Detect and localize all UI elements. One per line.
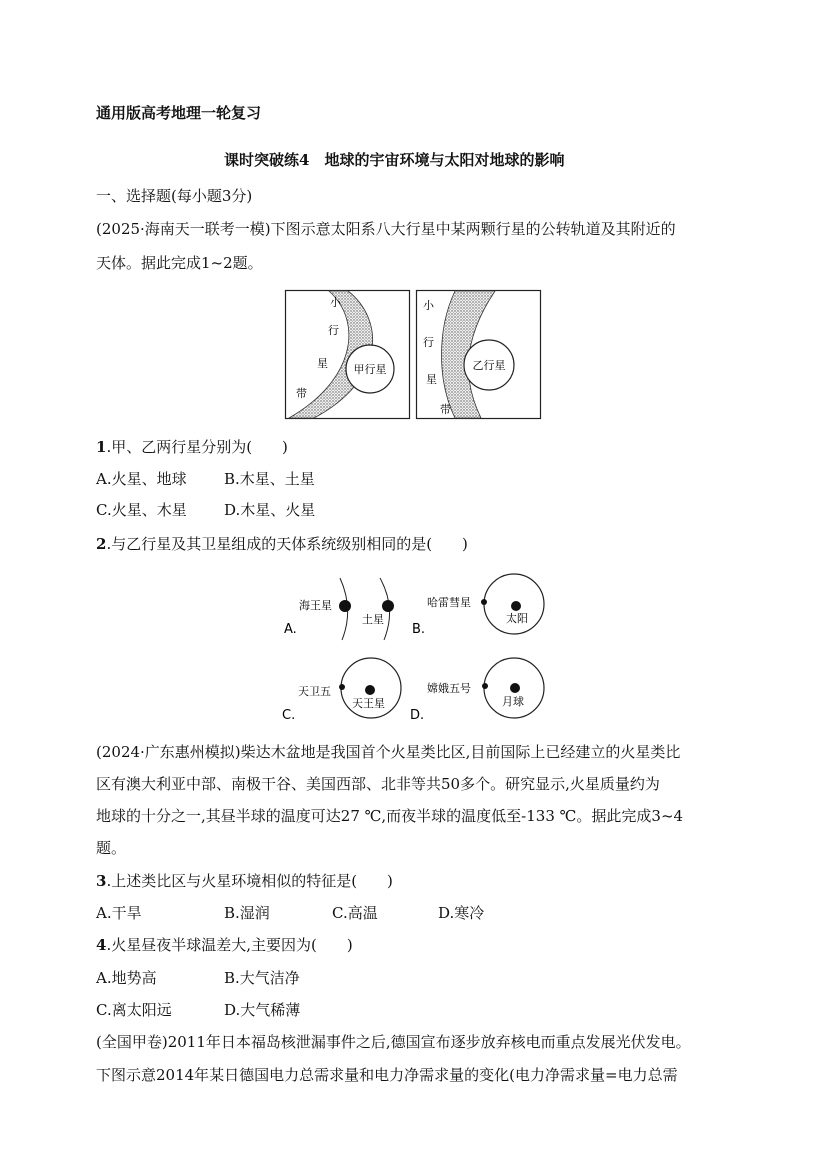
belt-char: 小	[423, 299, 434, 312]
orbit-panel-left	[286, 291, 410, 419]
question-number: 2	[96, 535, 107, 553]
question-1	[96, 437, 288, 457]
body-label: 哈雷彗星	[427, 596, 471, 609]
intro2-line2: 区有澳大利亚中部、南极干谷、美国西部、北非等共50多个。研究显示,火星质量约为	[96, 775, 660, 793]
intro3-line2: 下图示意2014年某日德国电力总需求量和电力净需求量的变化(电力净需求量=电力总需	[96, 1066, 678, 1084]
option-letter: C.	[282, 708, 296, 723]
question-number: 4	[96, 936, 107, 954]
q4-option-d: D.大气稀薄	[224, 1001, 301, 1019]
belt-char: 带	[440, 403, 451, 416]
body-label: 海王星	[299, 599, 332, 612]
belt-char: 行	[328, 324, 339, 337]
q1-option-b: B.木星、土星	[224, 470, 315, 488]
q4-option-c: C.离太阳远	[96, 1001, 172, 1019]
question-3	[96, 871, 393, 891]
q2-figure-a	[284, 578, 394, 640]
q3-option-d: D.寒冷	[438, 904, 485, 922]
series-title: 通用版高考地理一轮复习	[96, 104, 262, 122]
q3-option-a: A.干旱	[96, 904, 142, 922]
question-number: 1	[96, 438, 107, 456]
page-title: 课时突破练4 地球的宇宙环境与太阳对地球的影响	[224, 151, 565, 169]
option-letter: D.	[410, 708, 425, 723]
planet-jia-label: 甲行星	[353, 363, 387, 376]
option-letter: B.	[412, 622, 426, 637]
question-stem: .上述类比区与火星环境相似的特征是( )	[106, 872, 393, 890]
q2-option-figures	[280, 570, 552, 730]
belt-char: 带	[296, 387, 307, 400]
question-stem: .火星昼夜半球温差大,主要因为( )	[106, 936, 353, 954]
q2-figure-c	[282, 658, 401, 723]
q4-option-b: B.大气洁净	[224, 969, 300, 987]
belt-char: 星	[426, 373, 437, 386]
q3-option-b: B.湿润	[224, 904, 270, 922]
q2-figure-d	[410, 658, 544, 723]
orbit-panel-right	[417, 291, 541, 419]
intro2-line4: 题。	[96, 839, 127, 857]
question-2	[96, 534, 468, 554]
intro3-line1: (全国甲卷)2011年日本福岛核泄漏事件之后,德国宣布逐步放弃核电而重点发展光伏发电。	[96, 1033, 691, 1051]
q4-option-a: A.地势高	[96, 969, 157, 987]
section-heading: 一、选择题(每小题3分)	[96, 187, 253, 205]
body-label: 土星	[362, 613, 384, 626]
q1-option-c: C.火星、木星	[96, 501, 187, 519]
belt-char: 星	[317, 357, 328, 370]
body-label: 嫦娥五号	[427, 682, 471, 695]
body-label: 天卫五	[298, 685, 331, 698]
q1-option-d: D.木星、火星	[224, 501, 316, 519]
belt-char: 行	[423, 336, 434, 349]
intro1-line1: (2025·海南天一联考一模)下图示意太阳系八大行星中某两颗行星的公转轨道及其附近的	[96, 220, 676, 238]
q1-option-a: A.火星、地球	[96, 470, 187, 488]
belt-char: 小	[330, 296, 341, 309]
body-label: 月球	[502, 695, 524, 708]
planet-yi-label: 乙行星	[472, 359, 506, 372]
body-label: 天王星	[352, 697, 385, 710]
question-stem: .甲、乙两行星分别为( )	[106, 438, 288, 456]
question-number: 3	[96, 872, 107, 890]
question-4	[96, 935, 353, 955]
intro1-line2: 天体。据此完成1~2题。	[96, 254, 263, 272]
intro2-line3: 地球的十分之一,其昼半球的温度可达27 ℃,而夜半球的温度低至-133 ℃。据此完成3~4	[96, 807, 684, 825]
option-letter: A.	[284, 622, 297, 637]
body-label: 太阳	[506, 612, 528, 625]
figure-orbits	[284, 289, 544, 421]
intro2-line1: (2024·广东惠州模拟)柴达木盆地是我国首个火星类比区,目前国际上已经建立的火星类比	[96, 743, 681, 761]
q3-option-c: C.高温	[332, 904, 378, 922]
question-stem: .与乙行星及其卫星组成的天体系统级别相同的是( )	[106, 535, 468, 553]
q2-figure-b	[412, 574, 544, 637]
